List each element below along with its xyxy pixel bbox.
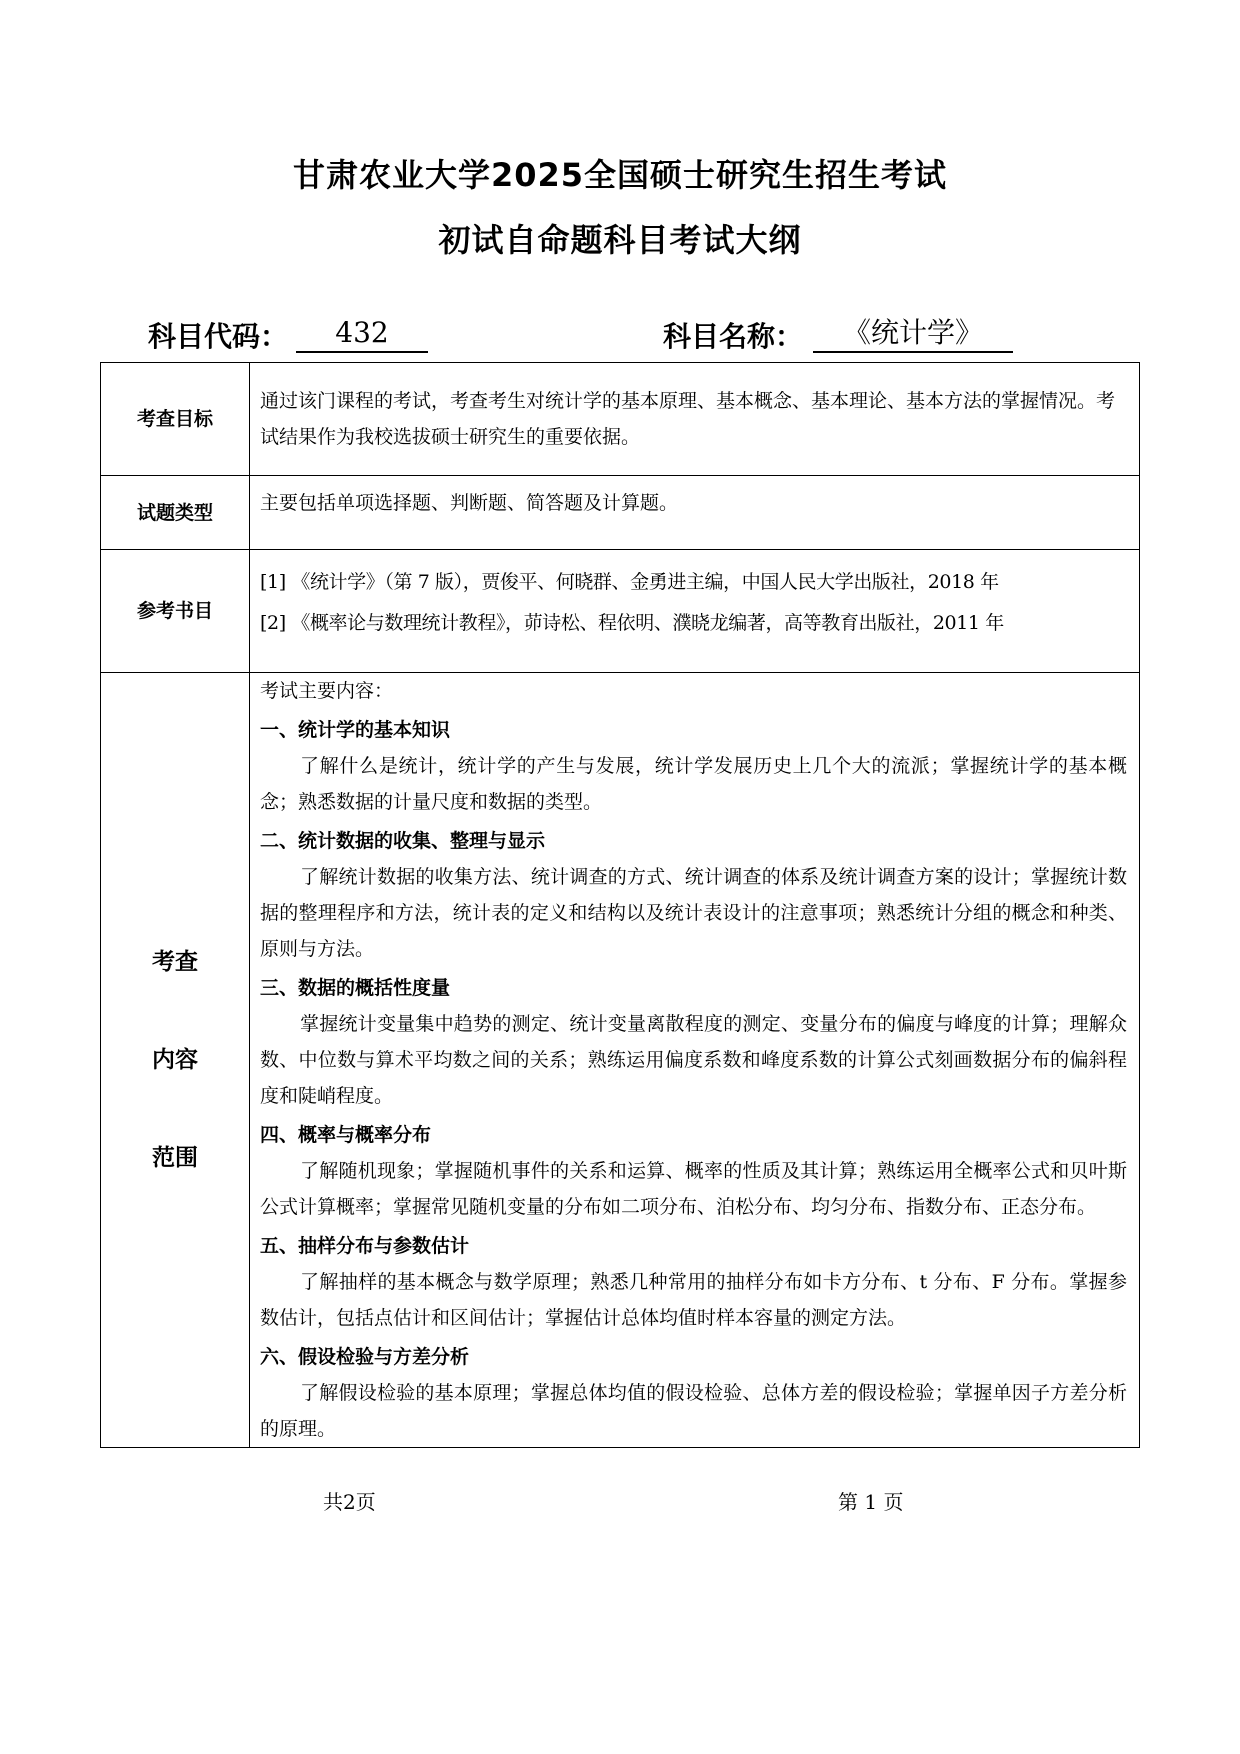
reference-item: [1] 《统计学》（第 7 版），贾俊平、何晓群、金勇进主编，中国人民大学出版社，2018 年 xyxy=(260,571,999,593)
syllabus-table xyxy=(100,362,1140,1448)
section-text: 了解什么是统计，统计学的产生与发展，统计学发展历史上几个大的流派；掌握统计学的基本概念；熟悉数据的计量尺度和数据的类型。 xyxy=(260,755,1127,813)
objective-row xyxy=(101,363,1140,476)
question-types-label: 试题类型 xyxy=(101,476,250,550)
subject-info-row xyxy=(148,315,1108,359)
references-label: 参考书目 xyxy=(101,550,250,673)
reference-item: [2] 《概率论与数理统计教程》，茆诗松、程依明、濮晓龙编著，高等教育出版社，2011 年 xyxy=(260,612,1004,634)
scope-row xyxy=(101,673,1140,1448)
scope-label-part: 考查 xyxy=(152,949,198,975)
page-number: 第 1 页 xyxy=(838,1490,904,1514)
subject-name-value: 《统计学》 xyxy=(813,315,1013,353)
section-text: 了解统计数据的收集方法、统计调查的方式、统计调查的体系及统计调查方案的设计；掌握统计数据的整理程序和方法，统计表的定义和结构以及统计表设计的注意事项；熟悉统计分组的概念和种类、原则与方法。 xyxy=(260,866,1127,960)
section-heading: 一、统计学的基本知识 xyxy=(260,719,451,741)
references-list xyxy=(250,550,1140,673)
references-row xyxy=(101,550,1140,673)
document-title: 甘肃农业大学2025全国硕士研究生招生考试 xyxy=(292,156,948,194)
section-text: 掌握统计变量集中趋势的测定、统计变量离散程度的测定、变量分布的偏度与峰度的计算；理解众数、中位数与算术平均数之间的关系；熟练运用偏度系数和峰度系数的计算公式刻画数据分布的偏斜程度和陡峭程度。 xyxy=(260,1013,1127,1107)
section-heading: 六、假设检验与方差分析 xyxy=(260,1346,470,1368)
document-subtitle: 初试自命题科目考试大纲 xyxy=(438,221,802,259)
section-heading: 二、统计数据的收集、整理与显示 xyxy=(260,830,546,852)
subject-code-label: 科目代码： xyxy=(148,320,289,353)
scope-label-part: 内容 xyxy=(152,1047,198,1073)
scope-label xyxy=(101,673,250,1448)
section-text: 了解随机现象；掌握随机事件的关系和运算、概率的性质及其计算；熟练运用全概率公式和贝叶斯公式计算概率；掌握常见随机变量的分布如二项分布、泊松分布、均匀分布、指数分布、正态分布。 xyxy=(260,1160,1127,1218)
objective-label: 考查目标 xyxy=(101,363,250,476)
subject-name-label: 科目名称： xyxy=(663,320,804,353)
total-pages: 共2页 xyxy=(323,1490,376,1514)
scope-content xyxy=(250,673,1140,1448)
section-text: 了解抽样的基本概念与数学原理；熟悉几种常用的抽样分布如卡方分布、t 分布、F 分布。掌握参数估计，包括点估计和区间估计；掌握估计总体均值时样本容量的测定方法。 xyxy=(260,1271,1127,1329)
subject-code-value: 432 xyxy=(296,315,428,353)
section-heading: 四、概率与概率分布 xyxy=(260,1124,432,1146)
section-heading: 三、数据的概括性度量 xyxy=(260,977,451,999)
section-heading: 五、抽样分布与参数估计 xyxy=(260,1235,470,1257)
scope-intro: 考试主要内容： xyxy=(260,680,394,702)
question-types-row xyxy=(101,476,1140,550)
question-types-text: 主要包括单项选择题、判断题、简答题及计算题。 xyxy=(250,476,1140,550)
objective-text: 通过该门课程的考试，考查考生对统计学的基本原理、基本概念、基本理论、基本方法的掌握情况。考试结果作为我校选拔硕士研究生的重要依据。 xyxy=(250,363,1140,476)
scope-label-part: 范围 xyxy=(152,1145,198,1171)
section-text: 了解假设检验的基本原理；掌握总体均值的假设检验、总体方差的假设检验；掌握单因子方差分析的原理。 xyxy=(260,1382,1127,1440)
